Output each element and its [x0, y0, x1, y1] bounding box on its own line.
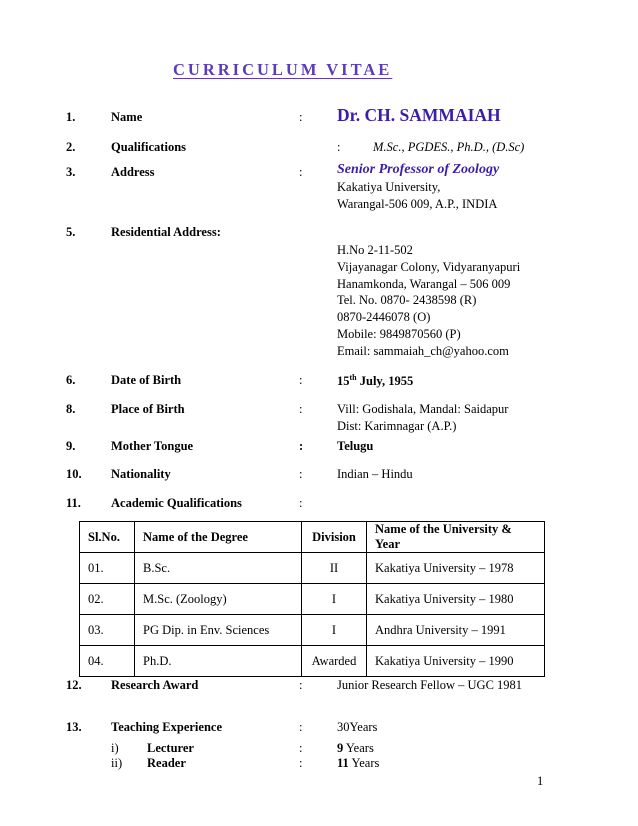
- colon: :: [299, 678, 303, 692]
- colon: :: [299, 741, 303, 755]
- award-value: Junior Research Fellow – UGC 1981: [337, 678, 523, 692]
- tongue-value: Telugu: [337, 439, 374, 453]
- dob-label: Date of Birth: [111, 373, 182, 387]
- sub-index: ii): [111, 756, 123, 770]
- qualifications-value: M.Sc., PGDES., Ph.D., (D.Sc): [373, 140, 525, 154]
- residential-line: Email: sammaiah_ch@yahoo.com: [337, 343, 509, 358]
- residential-line: Vijayanagar Colony, Vidyaranyapuri: [337, 259, 521, 274]
- residential-line: 0870-2446078 (O): [337, 310, 431, 325]
- nationality-label: Nationality: [111, 467, 171, 481]
- sub-role: Reader: [147, 756, 186, 770]
- table-cell: M.Sc. (Zoology): [135, 584, 302, 615]
- designation-value: Senior Professor of Zoology: [337, 162, 500, 177]
- colon: :: [299, 110, 303, 124]
- item-number: 12.: [66, 678, 82, 692]
- sub-role: Lecturer: [147, 741, 194, 755]
- table-cell: I: [302, 615, 367, 646]
- table-header-row: [80, 522, 545, 553]
- dob-value: 15th July, 1955: [337, 373, 414, 389]
- table-cell: 02.: [80, 584, 135, 615]
- column-header: Name of the Degree: [135, 522, 302, 553]
- item-number: 8.: [66, 402, 76, 416]
- residential-line: Mobile: 9849870560 (P): [337, 326, 461, 341]
- qualifications-label: Qualifications: [111, 140, 187, 154]
- residential-line: Tel. No. 0870- 2438598 (R): [337, 293, 477, 308]
- colon: :: [299, 439, 304, 453]
- teaching-label: Teaching Experience: [111, 720, 222, 734]
- item-number: 5.: [66, 225, 76, 239]
- item-number: 11.: [66, 496, 81, 510]
- table-cell: Ph.D.: [135, 646, 302, 677]
- colon: :: [299, 402, 303, 416]
- sub-years: 9 Years: [337, 741, 374, 755]
- sub-index: i): [111, 741, 119, 755]
- table-cell: 04.: [80, 646, 135, 677]
- colon: :: [337, 140, 341, 154]
- residential-label: Residential Address:: [111, 225, 221, 239]
- pob-label: Place of Birth: [111, 402, 185, 416]
- table-cell: Kakatiya University – 1990: [367, 646, 545, 677]
- colon: :: [299, 373, 303, 387]
- column-header: Sl.No.: [80, 522, 135, 553]
- colon: :: [299, 165, 303, 179]
- residential-line: Hanamkonda, Warangal – 506 009: [337, 276, 511, 291]
- table-row: [80, 646, 545, 677]
- name-label: Name: [111, 110, 143, 124]
- address-line: Warangal-506 009, A.P., INDIA: [337, 197, 498, 211]
- table-cell: Kakatiya University – 1980: [367, 584, 545, 615]
- academic-label: Academic Qualifications: [111, 496, 242, 510]
- table-cell: Kakatiya University – 1978: [367, 553, 545, 584]
- page-number: 1: [537, 774, 544, 788]
- pob-line: Dist: Karimnagar (A.P.): [337, 419, 457, 433]
- colon: :: [299, 496, 303, 510]
- column-header: Name of the University & Year: [367, 522, 545, 553]
- item-number: 1.: [66, 110, 76, 124]
- residential-address-block: [337, 242, 520, 360]
- table-cell: II: [302, 553, 367, 584]
- colon: :: [299, 756, 303, 770]
- table-row: [80, 553, 545, 584]
- item-number: 13.: [66, 720, 82, 734]
- address-line: Kakatiya University,: [337, 180, 441, 194]
- sub-years: 11 Years: [337, 756, 380, 770]
- item-number: 10.: [66, 467, 82, 481]
- table-cell: 03.: [80, 615, 135, 646]
- item-number: 9.: [66, 439, 76, 453]
- item-number: 2.: [66, 140, 76, 154]
- table-cell: Andhra University – 1991: [367, 615, 545, 646]
- table-row: [80, 615, 545, 646]
- colon: :: [299, 720, 303, 734]
- table-cell: PG Dip. in Env. Sciences: [135, 615, 302, 646]
- column-header: Division: [302, 522, 367, 553]
- academic-qualifications-table: [79, 521, 545, 677]
- name-value: Dr. CH. SAMMAIAH: [337, 105, 501, 125]
- pob-line: Vill: Godishala, Mandal: Saidapur: [337, 402, 509, 416]
- item-number: 3.: [66, 165, 76, 179]
- item-number: 6.: [66, 373, 76, 387]
- table-row: [80, 584, 545, 615]
- residential-line: H.No 2-11-502: [337, 243, 413, 257]
- table-cell: B.Sc.: [135, 553, 302, 584]
- colon: :: [299, 467, 303, 481]
- table-cell: 01.: [80, 553, 135, 584]
- tongue-label: Mother Tongue: [111, 439, 194, 453]
- table-cell: Awarded: [302, 646, 367, 677]
- nationality-value: Indian – Hindu: [337, 467, 413, 481]
- page-title: CURRICULUM VITAE: [173, 60, 393, 79]
- teaching-value: 30Years: [337, 720, 378, 734]
- table-cell: I: [302, 584, 367, 615]
- award-label: Research Award: [111, 678, 199, 692]
- address-label: Address: [111, 165, 155, 179]
